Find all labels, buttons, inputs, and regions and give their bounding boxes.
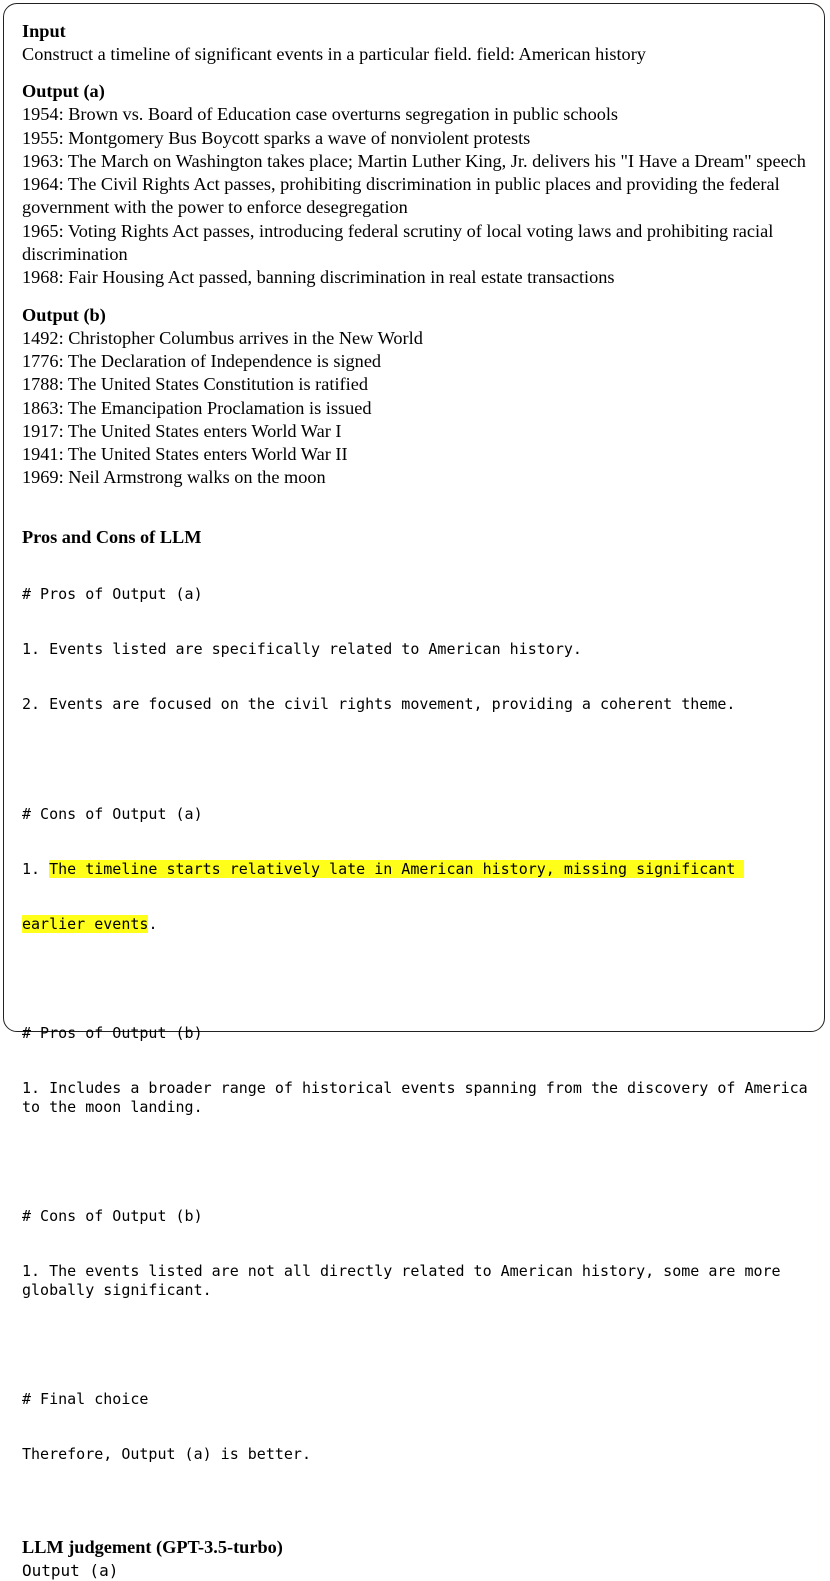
pros-cons-body bbox=[22, 549, 817, 1500]
output-a-item: 1963: The March on Washington takes place; Martin Luther King, Jr. delivers his "I Have a Dream" speech bbox=[22, 150, 806, 171]
document-content bbox=[22, 20, 817, 1581]
pros-b-title: # Pros of Output (b) bbox=[22, 1024, 203, 1043]
cons-a-title: # Cons of Output (a) bbox=[22, 804, 203, 823]
output-a-heading: Output (a) bbox=[22, 81, 105, 102]
cons-b-title: # Cons of Output (b) bbox=[22, 1207, 203, 1226]
judgement-value: Output (a) bbox=[22, 1561, 119, 1581]
pros-a-title: # Pros of Output (a) bbox=[22, 585, 203, 604]
final-choice-title: # Final choice bbox=[22, 1390, 149, 1409]
output-b-item: 1969: Neil Armstrong walks on the moon bbox=[22, 467, 326, 488]
output-a-item: 1965: Voting Rights Act passes, introducing federal scrutiny of local voting laws and prohibiting racial discrimination bbox=[22, 220, 774, 265]
cons-a-prefix: 1. bbox=[22, 859, 50, 878]
output-b-item: 1776: The Declaration of Independence is signed bbox=[22, 350, 382, 371]
output-a-item: 1954: Brown vs. Board of Education case overturns segregation in public schools bbox=[22, 104, 619, 125]
highlighted-text: The timeline starts relatively late in American history, missing significant bbox=[49, 859, 745, 878]
output-a-item: 1955: Montgomery Bus Boycott sparks a wave of nonviolent protests bbox=[22, 127, 531, 148]
output-b-item: 1492: Christopher Columbus arrives in the New World bbox=[22, 327, 423, 348]
judgement-heading: LLM judgement (GPT-3.5-turbo) bbox=[22, 1537, 283, 1558]
output-a-item: 1968: Fair Housing Act passed, banning discrimination in real estate transactions bbox=[22, 267, 615, 288]
pros-b-item: 1. Includes a broader range of historical events spanning from the discovery of America to the moon landing. bbox=[22, 1079, 817, 1116]
output-b-item: 1863: The Emancipation Proclamation is issued bbox=[22, 397, 372, 418]
highlighted-text: earlier events bbox=[22, 914, 149, 933]
final-choice-text: Therefore, Output (a) is better. bbox=[22, 1445, 311, 1464]
pros-a-item: 1. Events listed are specifically related to American history. bbox=[22, 640, 582, 659]
cons-a-suffix: . bbox=[148, 914, 158, 933]
pros-a-item: 2. Events are focused on the civil rights movement, providing a coherent theme. bbox=[22, 695, 736, 714]
cons-b-item: 1. The events listed are not all directly related to American history, some are more globally significant. bbox=[22, 1262, 790, 1299]
output-b-item: 1917: The United States enters World War I bbox=[22, 420, 342, 441]
output-b-heading: Output (b) bbox=[22, 304, 106, 325]
output-b-list bbox=[22, 327, 812, 490]
cons-a-item bbox=[22, 860, 812, 878]
cons-a-item-cont bbox=[22, 915, 812, 933]
pros-cons-heading: Pros and Cons of LLM bbox=[22, 526, 202, 547]
output-b-item: 1941: The United States enters World War II bbox=[22, 444, 348, 465]
output-a-item: 1964: The Civil Rights Act passes, prohibiting discrimination in public places and providing the federal government with the power to enforce desegregation bbox=[22, 174, 780, 218]
output-a-list bbox=[22, 103, 812, 289]
output-b-item: 1788: The United States Constitution is ratified bbox=[22, 374, 368, 395]
input-heading: Input bbox=[22, 21, 66, 41]
input-text: Construct a timeline of significant events in a particular field. field: American history bbox=[22, 44, 646, 64]
